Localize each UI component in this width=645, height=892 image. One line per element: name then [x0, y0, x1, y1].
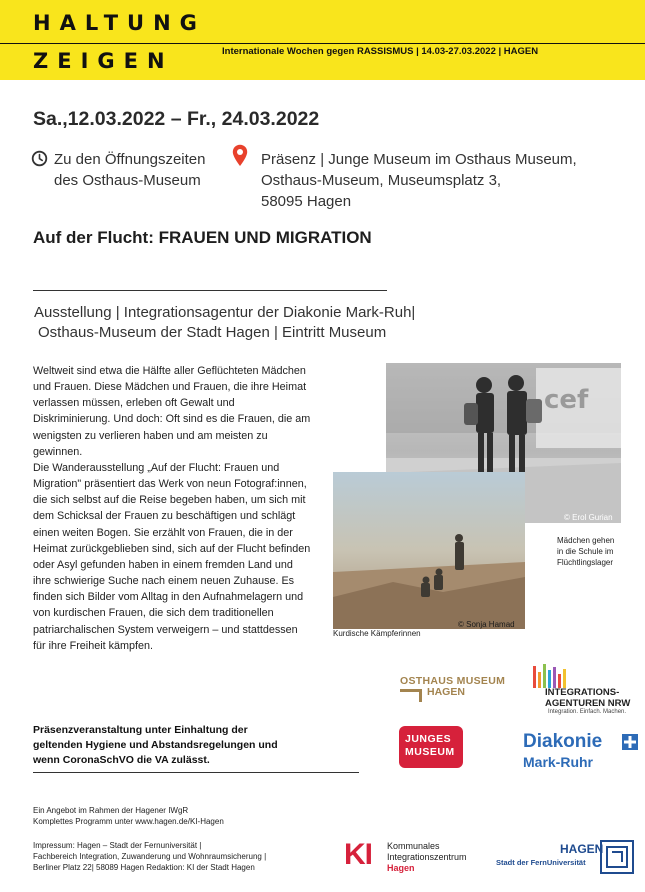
clock-icon: [31, 150, 48, 167]
junges-logo-line-2: MUSEUM: [405, 746, 455, 758]
footer-line-4: Fachbereich Integration, Zuwanderung und Wohnraumsicherung |: [33, 852, 267, 861]
photo1-caption-line-1: Mädchen gehen: [557, 536, 615, 545]
notice-divider: [33, 772, 359, 773]
osthaus-museum-logo: [400, 675, 510, 705]
integrationsagenturen-line-1: INTEGRATIONS-: [545, 687, 620, 698]
integrationsagenturen-tagline: Integration. Einfach. Machen.: [548, 709, 627, 715]
ki-logo-mark: KI: [344, 838, 372, 871]
ki-logo-line-2: Integrationszentrum: [387, 852, 467, 862]
diakonie-logo-line-1: Diakonie: [523, 731, 603, 752]
opening-hours-line-2: des Osthaus-Museum: [54, 172, 201, 189]
organizer-line-1: Ausstellung | Integrationsagentur der Diakonie Mark-Ruh|: [34, 304, 416, 321]
fernuni-logo-line-1: HAGEN: [560, 842, 604, 856]
header-divider: [0, 43, 645, 44]
osthaus-logo-line-1: OSTHAUS MUSEUM: [400, 675, 506, 687]
diakonie-logo-line-2: Mark-Ruhr: [523, 754, 594, 770]
junges-logo-line-1: JUNGES: [405, 733, 452, 745]
map-pin-icon: [232, 144, 248, 167]
integrationsagenturen-line-2: AGENTUREN NRW: [545, 698, 631, 709]
footer-line-3: Impressum: Hagen – Stadt der Fernuniversität |: [33, 841, 202, 850]
body-paragraph-2: Die Wanderausstellung „Auf der Flucht: Frauen und Migration" präsentiert das Werk von neun Fotograf:innen, die sich selbst auf die Reise begeben haben, um sich mit dem Schicksal der Frauen zu beschäftigen und schlägt einen weiten Bogen. Sie erzählt von Frauen, die in der Heimat zurückgeblieben sind, sich auf der Flucht befinden oder Asyl gefunden haben in einem fremden Land und ihre schwierige Suche nach einem neuen Zuhause. Es finden sich Bilder vom Alltag in den Aufnahmelagern und von kurdischen Frauen, die sich dem traditionellen patriarchalischen System verweigern – und stattdessen für ihre Freiheit kämpfen.: [33, 461, 311, 652]
event-title: Auf der Flucht: FRAUEN UND MIGRATION: [33, 228, 372, 247]
fernuni-logo-line-2: Stadt der FernUniversität: [496, 858, 586, 867]
hygiene-notice: [33, 723, 343, 768]
notice-line-2: geltenden Hygiene und Abstandsregelungen und: [33, 739, 278, 751]
notice-line-1: Präsenzveranstaltung unter Einhaltung der: [33, 724, 248, 736]
svg-text:cef: cef: [544, 385, 589, 415]
footer-line-1: Ein Angebot im Rahmen der Hagener IWgR: [33, 806, 189, 815]
osthaus-logo-line-2: HAGEN: [427, 686, 465, 698]
location-line-3: 58095 Hagen: [261, 193, 352, 210]
photo-kurdish-fighters: [333, 472, 525, 629]
photo1-caption-line-3: Flüchtlingslager: [557, 558, 614, 567]
ki-logo-line-3: Hagen: [387, 863, 415, 873]
notice-line-3: wenn CoronaSchVO die VA zulässt.: [33, 754, 210, 766]
organizer-divider: [33, 290, 387, 291]
date-range: Sa.,12.03.2022 – Fr., 24.03.2022: [33, 108, 320, 130]
fernuni-emblem-icon: [600, 840, 634, 874]
location-line-2: Osthaus-Museum, Museumsplatz 3,: [261, 172, 502, 189]
organizer-line-2: Osthaus-Museum der Stadt Hagen | Eintritt Museum: [38, 324, 387, 341]
body-text: [33, 363, 311, 654]
footer-line-5: Berliner Platz 22| 58089 Hagen Redaktion: KI der Stadt Hagen: [33, 863, 255, 872]
photo1-caption-line-2: in die Schule im: [557, 547, 614, 556]
photo1-credit: © Erol Gurian: [564, 513, 613, 522]
header-tagline: Internationale Wochen gegen RASSISMUS | 14.03-27.03.2022 | HAGEN: [222, 46, 539, 57]
diakonie-cross-icon: [622, 734, 638, 750]
brand-line-1: HALTUNG: [33, 11, 206, 35]
junges-museum-logo: [399, 726, 463, 768]
location-line-1: Präsenz | Junge Museum im Osthaus Museum,: [261, 151, 577, 168]
photo2-caption: Kurdische Kämpferinnen: [333, 629, 421, 638]
osthaus-logo-bar-vertical: [419, 689, 422, 702]
body-paragraph-1: Weltweit sind etwa die Hälfte aller Geflüchteten Mädchen und Frauen. Diese Mädchen und Frauen, die ihre Heimat verlassen müssen, erleben oft Gewalt und Diskriminierung. Und doch: Oft sind es die Frauen, die am wenigsten zu verlieren haben und am meisten zu gewinnen.: [33, 365, 311, 458]
opening-hours-line-1: Zu den Öffnungszeiten: [54, 151, 206, 168]
photo2-credit: © Sonja Hamad: [458, 620, 515, 629]
brand-line-2: ZEIGEN: [33, 49, 174, 73]
footer-line-2: Komplettes Programm unter www.hagen.de/KI-Hagen: [33, 817, 224, 826]
ki-logo-line-1: Kommunales: [387, 841, 440, 851]
